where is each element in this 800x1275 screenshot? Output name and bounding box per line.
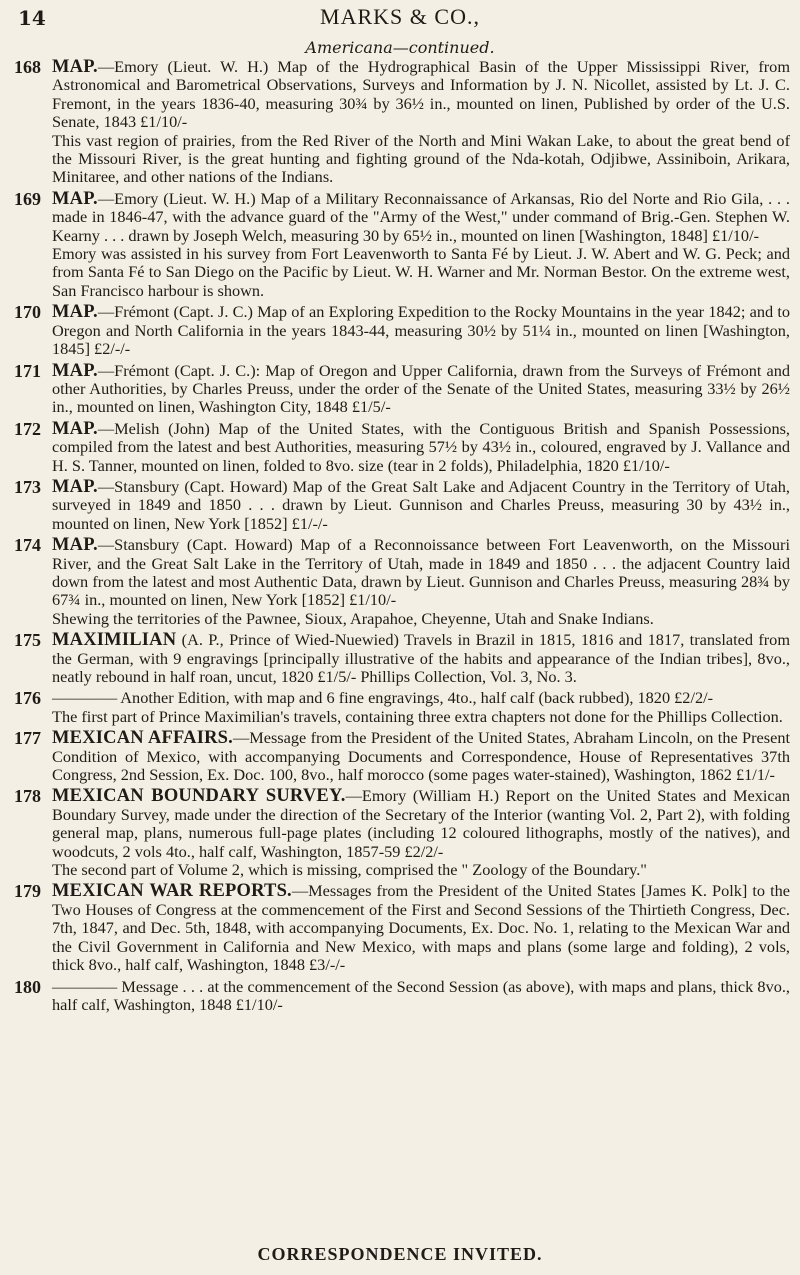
- entry-number: 173: [14, 476, 41, 497]
- entry-number: 172: [14, 418, 41, 439]
- running-head: MARKS & CO.,: [320, 4, 480, 29]
- catalogue-entry: [14, 190, 790, 300]
- catalogue-entry: [14, 362, 790, 417]
- entry-description: —Message from the President of the United States, Abraham Lincoln, on the Present Condition of Mexico, with accompanying Documents and Correspondence, House of Representatives 37th Congress, 2nd Session, Ex. Doc. 100, 8vo., half morocco (some pages water-stained), Washington, 1862 £1/1/-: [52, 728, 790, 785]
- catalogue-entry: [14, 689, 790, 726]
- entry-description: —Emory (Lieut. W. H.) Map of the Hydrographical Basin of the Upper Mississippi River, from Astronomical and Barometrical Observations, Surveys and Information by J. N. Nicollet, assisted by Lt. J. C. Fremont, in the years 1836-40, measuring 30¾ by 36½ in., mounted on linen, Published by order of the U.S. Senate, 1843 £1/10/-: [52, 57, 790, 132]
- entry-title: MAP.: [52, 476, 98, 497]
- entry-title: MAXIMILIAN: [52, 630, 177, 651]
- entry-number: 168: [14, 57, 41, 77]
- entry-number: 178: [14, 786, 41, 807]
- catalogue-entry: [14, 420, 790, 475]
- catalogue-entry: [14, 882, 790, 974]
- catalogue-entry: [14, 478, 790, 533]
- entry-note: The second part of Volume 2, which is missing, comprised the " Zoology of the Boundary.": [52, 860, 647, 880]
- catalogue-entry: [14, 729, 790, 784]
- entry-title: MAP.: [52, 302, 98, 323]
- entry-description: —Messages from the President of the United States [James K. Polk] to the Two Houses of Congress at the commencement of the First and Second Sessions of the Thirtieth Congress, Dec. 7th, 1847, and Dec. 5th, 1848, with accompanying Documents, Ex. Doc. No. 1, relating to the Mexican War and the Civil Government in California and New Mexico, with maps and plans (some large and folding), 2 vols, thick 8vo., half calf, Washington, 1848 £3/-/-: [52, 881, 790, 975]
- entry-title: MAP.: [52, 360, 98, 381]
- entry-description: —Stansbury (Capt. Howard) Map of a Reconnoissance between Fort Leavenworth, on the Missouri River, and the Great Salt Lake in the Territory of Utah, made in 1849 and 1850 . . . the adjacent Country laid down from the latest and most Authentic Data, drawn by Lieut. Gunnison and Charles Preuss, measuring 28¾ by 67¾ in., mounted on linen, New York [1852] £1/10/-: [52, 535, 790, 610]
- entry-description: —Frémont (Capt. J. C.) Map of an Exploring Expedition to the Rocky Mountains in the year 1842; and to Oregon and North California in the years 1843-44, measuring 30½ by 51¼ in., mounted on linen [Washington, 1845] £2/-/-: [52, 302, 790, 359]
- catalogue-entry: [14, 631, 790, 686]
- entry-number: 169: [14, 188, 41, 209]
- entry-description: —Emory (William H.) Report on the United States and Mexican Boundary Survey, made under the direction of the Secretary of the Interior (wanting Vol. 2, Part 2), with folding general map, plans, numerous full-page plates (including 12 coloured lithographs, mostly of the natives), and woodcuts, 2 vols 4to., half calf, Washington, 1857-59 £2/2/-: [52, 786, 790, 861]
- catalogue-entry: [14, 978, 790, 1015]
- catalogue-entry: [14, 536, 790, 628]
- entry-title: MEXICAN WAR REPORTS.: [52, 881, 292, 902]
- page-number: 14: [18, 6, 46, 30]
- catalogue-entries: [14, 58, 790, 1017]
- entry-number: 171: [14, 360, 41, 381]
- entry-description: —Stansbury (Capt. Howard) Map of the Great Salt Lake and Adjacent Country in the Territory of Utah, surveyed in 1849 and 1850 . . . drawn by Lieut. Gunnison and Charles Preuss, measuring 30 by 43½ in., mounted on linen, New York [1852] £1/-/-: [52, 476, 790, 533]
- entry-description: ———— Another Edition, with map and 6 fine engravings, 4to., half calf (back rubbed), 1820 £2/2/-: [52, 688, 714, 708]
- entry-number: 179: [14, 881, 41, 902]
- entry-note: This vast region of prairies, from the Red River of the North and Mini Wakan Lake, to about the great bend of the Missouri River, is the great hunting and fighting ground of the Nda-kotah, Odjibwe, Assiniboin, Arikara, Minitaree, and other nations of the Indians.: [52, 130, 790, 187]
- entry-description: ———— Message . . . at the commencement of the Second Session (as above), with maps and plans, thick 8vo., half calf, Washington, 1848 £1/10/-: [52, 976, 790, 1014]
- section-subhead: Americana—continued.: [305, 38, 495, 57]
- entry-note: Emory was assisted in his survey from Fort Leavenworth to Santa Fé by Lieut. J. W. Abert and W. G. Peck; and from Santa Fé to San Diego on the Pacific by Lieut. W. H. Warner and Mr. Norman Bestor. On the extreme west, San Francisco harbour is shown.: [52, 244, 790, 300]
- catalogue-entry: [14, 787, 790, 879]
- entry-number: 176: [14, 688, 41, 709]
- entry-description: —Frémont (Capt. J. C.): Map of Oregon and Upper California, drawn from the Surveys of Frémont and other Authorities, by Charles Preuss, under the order of the Senate of the United States, measuring 33½ by 26½ in., mounted on linen, Washington City, 1848 £1/5/-: [52, 360, 790, 417]
- entry-description: —Emory (Lieut. W. H.) Map of a Military Reconnaissance of Arkansas, Rio del Norte and Rio Gila, . . . made in 1846-47, with the advance guard of the "Army of the West," under command of Brig.-Gen. Stephen W. Kearny . . . drawn by Joseph Welch, measuring 30 by 65½ in., mounted on linen [Washington, 1848] £1/10/-: [52, 188, 790, 245]
- entry-number: 170: [14, 302, 41, 323]
- entry-number: 180: [14, 976, 41, 997]
- entry-title: MAP.: [52, 418, 98, 439]
- entry-number: 174: [14, 535, 41, 556]
- entry-description: —Melish (John) Map of the United States, with the Contiguous British and Spanish Possessions, compiled from the latest and best Authorities, measuring 57½ by 43½ in., coloured, engraved by J. Vallance and H. S. Tanner, mounted on linen, folded to 8vo. size (tear in 2 folds), Philadelphia, 1820 £1/10/-: [52, 418, 790, 475]
- entry-number: 177: [14, 728, 41, 749]
- catalogue-entry: [14, 303, 790, 358]
- entry-title: MEXICAN AFFAIRS.: [52, 728, 233, 749]
- footer-notice: CORRESPONDENCE INVITED.: [257, 1244, 543, 1264]
- entry-number: 175: [14, 630, 41, 651]
- entry-title: MAP.: [52, 188, 98, 209]
- catalogue-entry: [14, 58, 790, 187]
- entry-note: The first part of Prince Maximilian's travels, containing three extra chapters not done for the Phillips Collection.: [52, 706, 783, 726]
- entry-note: Shewing the territories of the Pawnee, Sioux, Arapahoe, Cheyenne, Utah and Snake Indians.: [52, 608, 654, 628]
- entry-title: MEXICAN BOUNDARY SURVEY.: [52, 786, 346, 807]
- entry-description: (A. P., Prince of Wied-Nuewied) Travels in Brazil in 1815, 1816 and 1817, translated from the German, with 9 engravings [principally illustrative of the habits and appearance of the Indian tribes], 8vo., neatly rebound in half roan, uncut, 1820 £1/5/- Phillips Collection, Vol. 3, No. 3.: [52, 630, 790, 686]
- entry-title: MAP.: [52, 535, 98, 556]
- entry-title: MAP.: [52, 57, 98, 77]
